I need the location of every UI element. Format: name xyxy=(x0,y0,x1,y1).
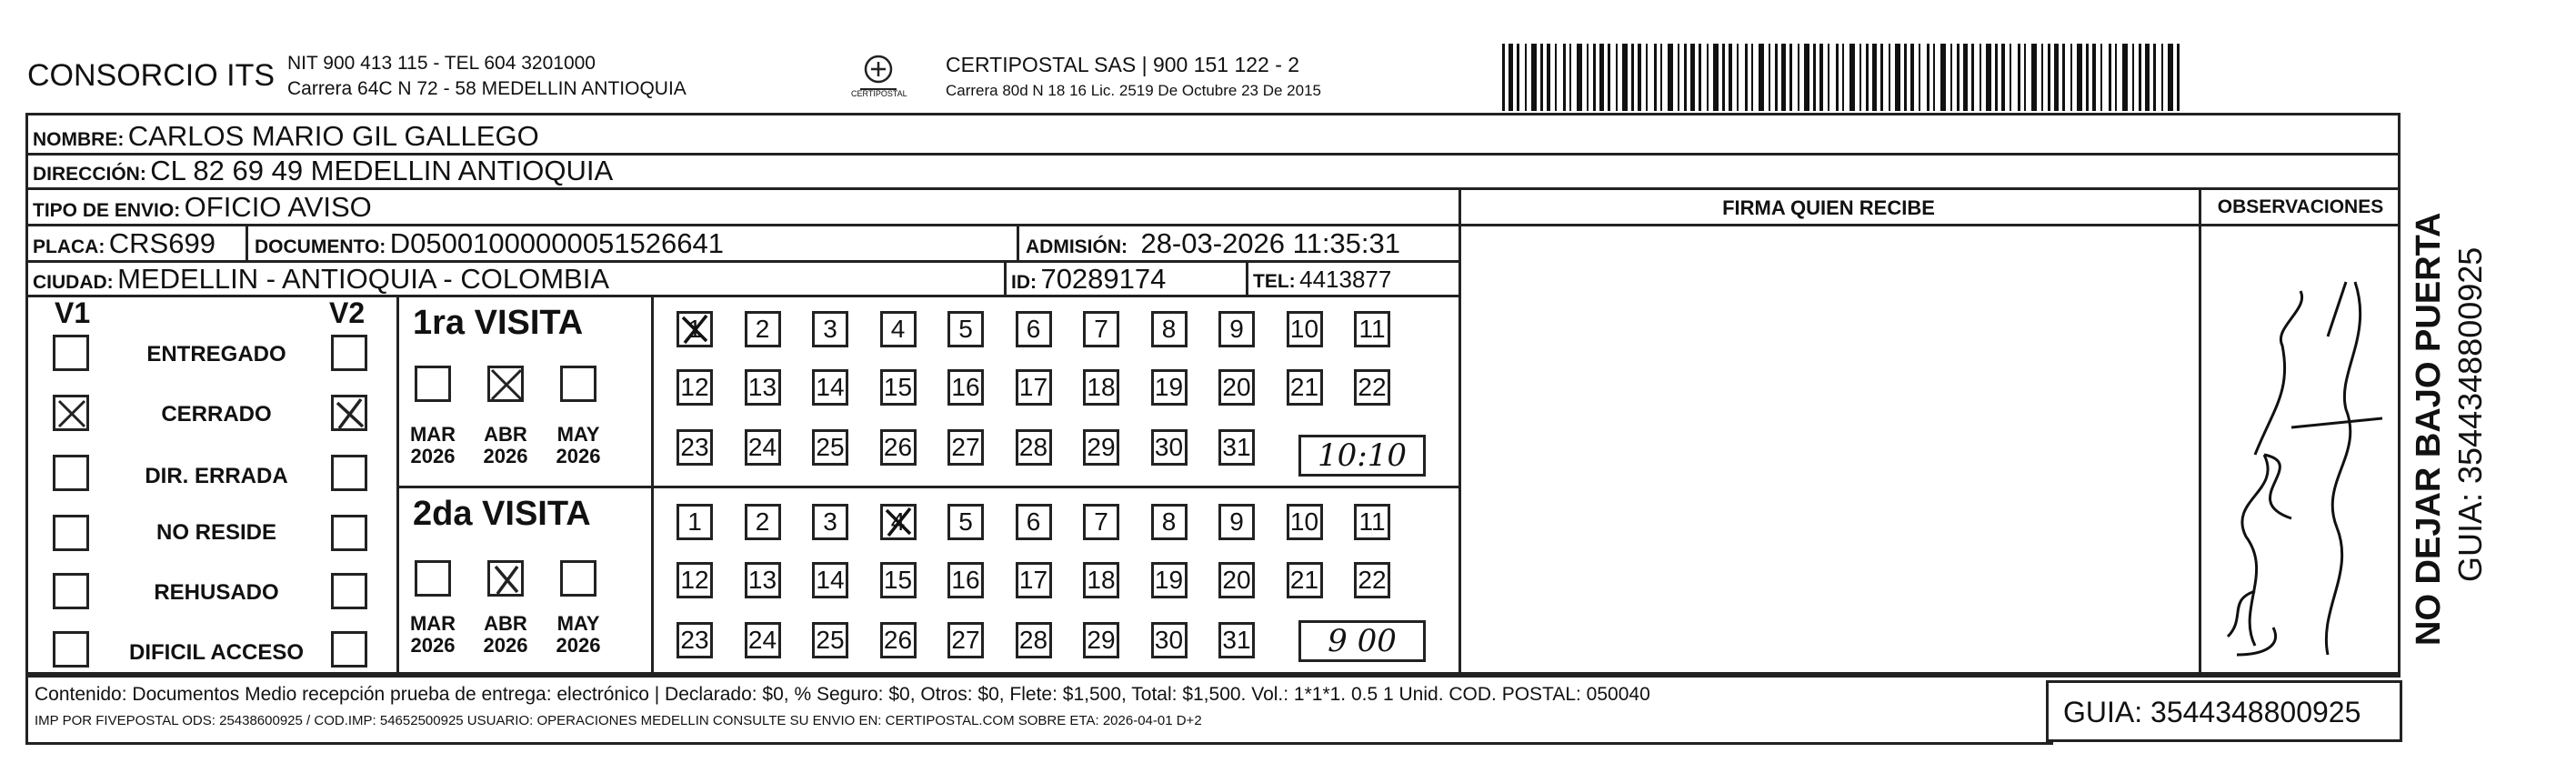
day-box-6[interactable]: 6 xyxy=(1016,504,1052,540)
observaciones-header: OBSERVACIONES xyxy=(2217,196,2384,217)
visit1-month-abr-checkbox[interactable] xyxy=(487,366,524,402)
carrier-nit: CERTIPOSTAL SAS | 900 151 122 - 2 xyxy=(946,53,1300,76)
day-box-8[interactable]: 8 xyxy=(1151,504,1188,540)
day-box-21[interactable]: 21 xyxy=(1287,369,1323,406)
company-name: CONSORCIO ITS xyxy=(27,58,276,93)
v2-checkbox-no-reside[interactable] xyxy=(331,515,367,551)
status-label: CERRADO xyxy=(161,402,272,427)
day-box-24[interactable]: 24 xyxy=(745,622,781,658)
footer-guia: GUIA: 3544348800925 xyxy=(2063,696,2361,728)
v2-header: V2 xyxy=(329,296,366,329)
day-box-27[interactable]: 27 xyxy=(947,429,984,466)
day-box-14[interactable]: 14 xyxy=(812,369,848,406)
visit2-month-label: MAR 2026 xyxy=(409,612,456,657)
visit2-time: 9 00 xyxy=(1298,620,1426,662)
day-box-6[interactable]: 6 xyxy=(1016,311,1052,347)
day-box-13[interactable]: 13 xyxy=(745,562,781,598)
day-box-30[interactable]: 30 xyxy=(1151,429,1188,466)
day-box-1[interactable]: 1 xyxy=(677,311,713,347)
day-box-20[interactable]: 20 xyxy=(1218,369,1255,406)
day-box-1[interactable]: 1 xyxy=(677,504,713,540)
admision-value: 28-03-2026 11:35:31 xyxy=(1140,227,1401,259)
day-box-7[interactable]: 7 xyxy=(1083,311,1119,347)
day-box-18[interactable]: 18 xyxy=(1083,369,1119,406)
v1-checkbox-no-reside[interactable] xyxy=(53,515,89,551)
placa-label: PLACA: xyxy=(33,236,105,257)
visit1-month-mar-checkbox[interactable] xyxy=(415,366,451,402)
day-box-15[interactable]: 15 xyxy=(880,369,917,406)
v1-checkbox-cerrado[interactable] xyxy=(53,395,89,431)
day-box-11[interactable]: 11 xyxy=(1354,504,1390,540)
v1-checkbox-dificil-acceso[interactable] xyxy=(53,631,89,668)
visit1-month-label: MAY 2026 xyxy=(556,423,601,467)
signature-area[interactable] xyxy=(1460,227,2197,673)
day-box-8[interactable]: 8 xyxy=(1151,311,1188,347)
logo-text: CERTIPOSTAL xyxy=(851,89,907,98)
day-box-27[interactable]: 27 xyxy=(947,622,984,658)
v2-checkbox-rehusado[interactable] xyxy=(331,573,367,609)
visit2-month-label: ABR 2026 xyxy=(483,612,528,657)
visit1-month-label: ABR 2026 xyxy=(483,423,528,467)
day-box-4[interactable]: 4 xyxy=(880,504,917,540)
nombre-label: NOMBRE: xyxy=(33,129,125,150)
day-box-17[interactable]: 17 xyxy=(1016,369,1052,406)
day-box-5[interactable]: 5 xyxy=(947,311,984,347)
status-label: NO RESIDE xyxy=(155,520,277,545)
status-label: DIFICIL ACCESO xyxy=(128,640,304,665)
direccion-label: DIRECCIÓN: xyxy=(33,164,146,185)
documento-value: D05001000000051526641 xyxy=(389,227,724,259)
day-box-11[interactable]: 11 xyxy=(1354,311,1390,347)
day-box-9[interactable]: 9 xyxy=(1218,311,1255,347)
direccion-value: CL 82 69 49 MEDELLIN ANTIOQUIA xyxy=(150,155,614,186)
visit2-month-mar-checkbox[interactable] xyxy=(415,560,451,597)
day-box-31[interactable]: 31 xyxy=(1218,429,1255,466)
day-box-28[interactable]: 28 xyxy=(1016,429,1052,466)
v1-checkbox-entregado[interactable] xyxy=(53,335,89,371)
visit1-month-may-checkbox[interactable] xyxy=(560,366,596,402)
status-label: ENTREGADO xyxy=(146,342,286,366)
day-box-26[interactable]: 26 xyxy=(880,622,917,658)
carrier-license: Carrera 80d N 18 16 Lic. 2519 De Octubre 23 De 2015 xyxy=(946,82,1321,99)
visit2-month-may-checkbox[interactable] xyxy=(560,560,596,597)
day-box-16[interactable]: 16 xyxy=(947,369,984,406)
company-nit: NIT 900 413 115 - TEL 604 3201000 xyxy=(287,53,596,74)
ciudad-value: MEDELLIN - ANTIOQUIA - COLOMBIA xyxy=(117,263,609,295)
day-box-21[interactable]: 21 xyxy=(1287,562,1323,598)
tel-value: 4413877 xyxy=(1299,266,1392,293)
day-box-2[interactable]: 2 xyxy=(745,311,781,347)
status-label: REHUSADO xyxy=(154,580,279,605)
day-box-3[interactable]: 3 xyxy=(812,311,848,347)
visit2-month-label: MAY 2026 xyxy=(556,612,601,657)
firma-header: FIRMA QUIEN RECIBE xyxy=(1722,196,1935,219)
day-box-26[interactable]: 26 xyxy=(880,429,917,466)
visit1-time: 10:10 xyxy=(1298,435,1426,477)
visit2-month-abr-checkbox[interactable] xyxy=(487,560,524,597)
day-box-9[interactable]: 9 xyxy=(1218,504,1255,540)
day-box-12[interactable]: 12 xyxy=(677,562,713,598)
documento-label: DOCUMENTO: xyxy=(255,236,386,257)
footer-imp: IMP POR FIVEPOSTAL ODS: 25438600925 / COD.IMP: 54652500925 USUARIO: OPERACIONES MEDELLIN CONSULTE SU ENVIO EN: CERTIPOSTAL.COM SOBRE ETA: 2026-04-01 D+2 xyxy=(35,713,1202,728)
footer-guia-box xyxy=(2046,680,2402,742)
day-box-4[interactable]: 4 xyxy=(880,311,917,347)
admision-label: ADMISIÓN: xyxy=(1026,236,1128,257)
day-box-22[interactable]: 22 xyxy=(1354,369,1390,406)
day-box-24[interactable]: 24 xyxy=(745,429,781,466)
day-box-28[interactable]: 28 xyxy=(1016,622,1052,658)
v1-checkbox-rehusado[interactable] xyxy=(53,573,89,609)
day-box-25[interactable]: 25 xyxy=(812,429,848,466)
day-box-19[interactable]: 19 xyxy=(1151,562,1188,598)
observaciones-handwriting xyxy=(2200,227,2399,673)
day-box-18[interactable]: 18 xyxy=(1083,562,1119,598)
tel-label: TEL: xyxy=(1253,271,1296,292)
company-address: Carrera 64C N 72 - 58 MEDELLIN ANTIOQUIA xyxy=(287,78,687,99)
day-box-16[interactable]: 16 xyxy=(947,562,984,598)
day-box-31[interactable]: 31 xyxy=(1218,622,1255,658)
day-box-19[interactable]: 19 xyxy=(1151,369,1188,406)
day-box-3[interactable]: 3 xyxy=(812,504,848,540)
day-box-2[interactable]: 2 xyxy=(745,504,781,540)
day-box-29[interactable]: 29 xyxy=(1083,622,1119,658)
day-box-25[interactable]: 25 xyxy=(812,622,848,658)
certipostal-logo xyxy=(851,49,906,104)
v1-checkbox-dir-errada[interactable] xyxy=(53,455,89,491)
day-box-13[interactable]: 13 xyxy=(745,369,781,406)
day-box-17[interactable]: 17 xyxy=(1016,562,1052,598)
placa-value: CRS699 xyxy=(108,227,216,259)
day-box-10[interactable]: 10 xyxy=(1287,311,1323,347)
id-value: 70289174 xyxy=(1040,263,1167,295)
tipo-envio-label: TIPO DE ENVIO: xyxy=(33,200,181,221)
day-box-7[interactable]: 7 xyxy=(1083,504,1119,540)
day-box-5[interactable]: 5 xyxy=(947,504,984,540)
footer-contenido: Contenido: Documentos Medio recepción prueba de entrega: electrónico | Declarado: $0, % Seguro: $0, Otros: $0, Flete: $1,500, Total: $1,500. Vol.: 1*1*1. 0.5 1 Unid. COD. POSTAL: 050040 xyxy=(35,684,1650,705)
day-box-12[interactable]: 12 xyxy=(677,369,713,406)
v1-header: V1 xyxy=(55,296,91,329)
ciudad-label: CIUDAD: xyxy=(33,272,114,293)
status-label: DIR. ERRADA xyxy=(145,464,288,488)
day-box-30[interactable]: 30 xyxy=(1151,622,1188,658)
day-box-22[interactable]: 22 xyxy=(1354,562,1390,598)
v2-checkbox-dir-errada[interactable] xyxy=(331,455,367,491)
nombre-value: CARLOS MARIO GIL GALLEGO xyxy=(127,120,539,152)
day-box-20[interactable]: 20 xyxy=(1218,562,1255,598)
side-guia: GUIA: 3544348800925 xyxy=(2451,246,2489,582)
day-box-14[interactable]: 14 xyxy=(812,562,848,598)
v2-checkbox-entregado[interactable] xyxy=(331,335,367,371)
id-label: ID: xyxy=(1011,272,1037,293)
visit2-title: 2da VISITA xyxy=(413,495,591,533)
visit1-month-label: MAR 2026 xyxy=(409,423,456,467)
day-box-10[interactable]: 10 xyxy=(1287,504,1323,540)
day-box-15[interactable]: 15 xyxy=(880,562,917,598)
day-box-23[interactable]: 23 xyxy=(677,622,713,658)
day-box-23[interactable]: 23 xyxy=(677,429,713,466)
barcode xyxy=(1502,44,2182,111)
side-warning: NO DEJAR BAJO PUERTA xyxy=(2410,212,2448,646)
v2-checkbox-dificil-acceso[interactable] xyxy=(331,631,367,668)
v2-checkbox-cerrado[interactable] xyxy=(331,395,367,431)
day-box-29[interactable]: 29 xyxy=(1083,429,1119,466)
tipo-envio-value: OFICIO AVISO xyxy=(184,191,372,223)
visit1-title: 1ra VISITA xyxy=(413,304,584,342)
